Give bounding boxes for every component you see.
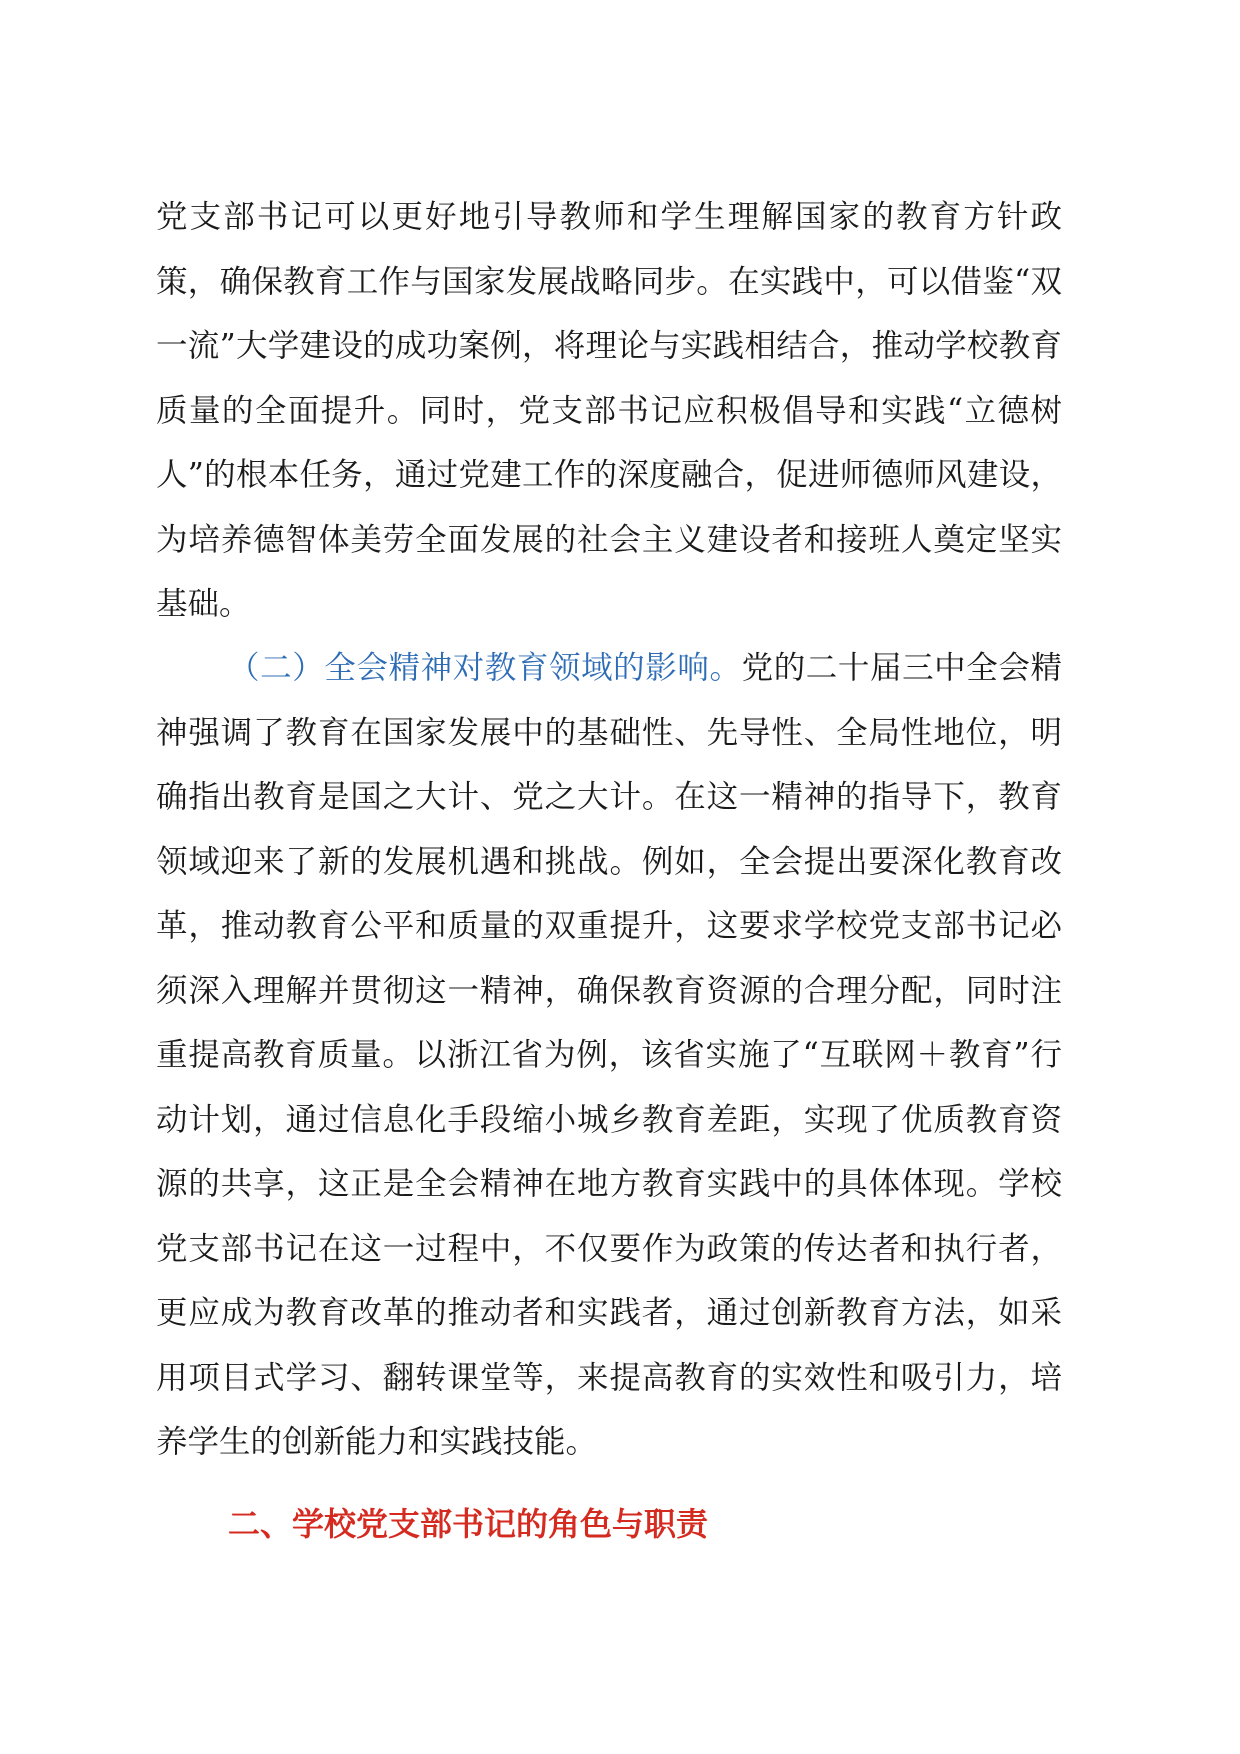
body-paragraph-2-text: 党的二十届三中全会精神强调了教育在国家发展中的基础性、先导性、全局性地位，明确指出教育是国之大计、党之大计。在这一精神的指导下，教育领域迎来了新的发展机遇和挑战。例如，全会提出要深化教育改革，推动教育公平和质量的双重提升，这要求学校党支部书记必须深入理解并贯彻这一精神，确保教育资源的合理分配，同时注重提高教育质量。以浙江省为例，该省实施了“互联网＋教育”行动计划，通过信息化手段缩小城乡教育差距，实现了优质教育资源的共享，这正是全会精神在地方教育实践中的具体体现。学校党支部书记在这一过程中，不仅要作为政策的传达者和执行者，更应成为教育改革的推动者和实践者，通过创新教育方法，如采用项目式学习、翻转课堂等，来提高教育的实效性和吸引力，培养学生的创新能力和实践技能。 — [156, 650, 1062, 1460]
subsection-heading: （二）全会精神对教育领域的影响。 — [228, 650, 742, 686]
body-paragraph-2 — [156, 636, 1062, 1475]
body-paragraph-1: 党支部书记可以更好地引导教师和学生理解国家的教育方针政策，确保教育工作与国家发展战略同步。在实践中，可以借鉴“双一流”大学建设的成功案例，将理论与实践相结合，推动学校教育质量的全面提升。同时，党支部书记应积极倡导和实践“立德树人”的根本任务，通过党建工作的深度融合，促进师德师风建设，为培养德智体美劳全面发展的社会主义建设者和接班人奠定坚实基础。 — [156, 199, 1062, 622]
section-heading: 二、学校党支部书记的角色与职责 — [228, 1505, 709, 1543]
